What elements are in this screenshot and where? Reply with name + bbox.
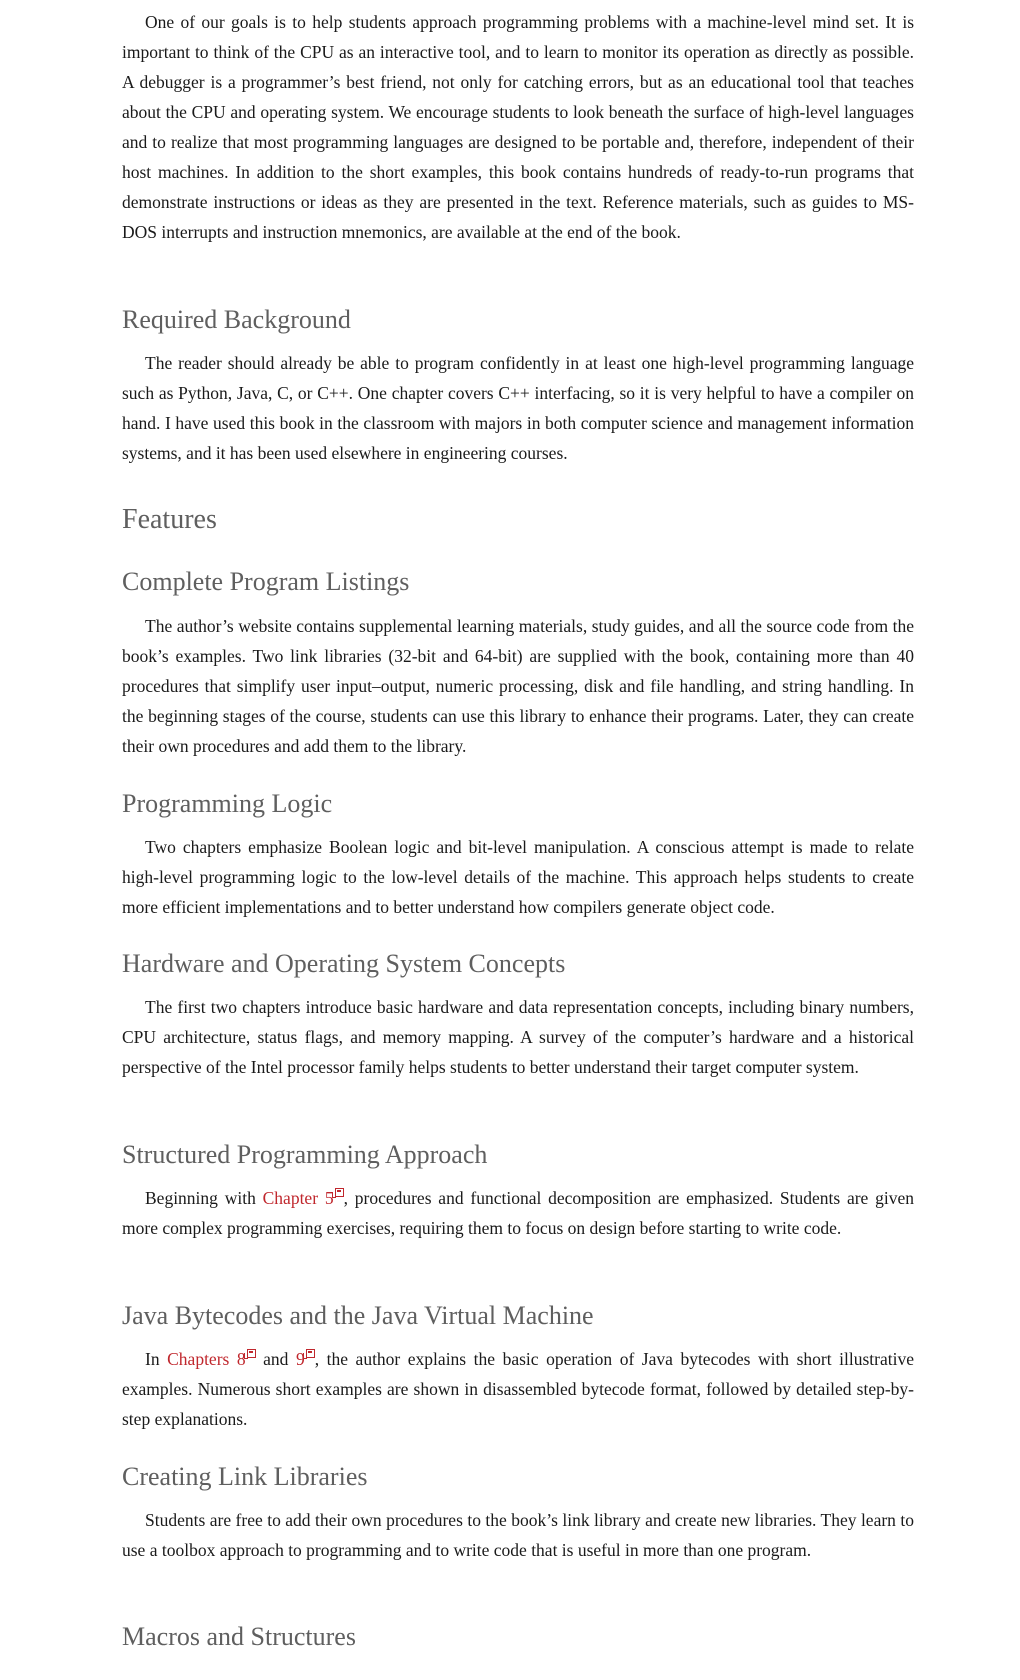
required-background-body <box>122 348 914 468</box>
features-section <box>122 502 914 538</box>
features-heading: Features <box>122 504 217 535</box>
link-label[interactable]: Chapter 5 <box>262 1188 334 1208</box>
paragraph-text: Beginning with <box>145 1188 263 1208</box>
macros-section <box>122 1620 914 1654</box>
paragraph-text: In <box>145 1349 168 1369</box>
chapter-9-link[interactable] <box>296 1349 315 1369</box>
link-libraries-body <box>122 1505 914 1565</box>
programming-logic-body <box>122 832 914 922</box>
java-bytecodes-body <box>122 1344 914 1434</box>
chapter-8-link[interactable] <box>167 1349 256 1369</box>
link-label[interactable]: Chapters 8 <box>167 1349 246 1369</box>
link-libraries-section <box>122 1460 914 1494</box>
required-background-section <box>122 303 914 337</box>
required-background-paragraph: The reader should already be able to program confidently in at least one high-level programming language such as Python, Java, C, or C++. One chapter covers C++ interfacing, so it is very helpful to have a compiler on hand. I have used this book in the classroom with majors in both computer science and management information systems, and it has been used elsewhere in engineering courses. <box>122 353 914 463</box>
section-heading: Creating Link Libraries <box>122 1462 368 1491</box>
section-heading: Required Background <box>122 305 351 334</box>
section-heading: Programming Logic <box>122 789 333 818</box>
hardware-os-paragraph: The first two chapters introduce basic hardware and data representation concepts, including binary numbers, CPU architecture, status flags, and memory mapping. A survey of the computer’s hardware and a historical perspective of the Intel processor family helps students to better understand their target computer system. <box>122 997 914 1077</box>
section-heading: Macros and Structures <box>122 1622 356 1651</box>
complete-program-listings-body <box>122 611 914 761</box>
hardware-os-body <box>122 992 914 1082</box>
external-link-icon <box>335 1188 344 1197</box>
complete-program-listings-paragraph: The author’s website contains supplemental learning materials, study guides, and all the source code from the book’s examples. Two link libraries (32-bit and 64-bit) are supplied with the book, containing more than 40 procedures that simplify user input–output, numeric processing, disk and file handling, and string handling. In the beginning stages of the course, students can use this library to enhance their programs. Later, they can create their own procedures and add them to the library. <box>122 616 914 756</box>
section-heading: Complete Program Listings <box>122 567 410 596</box>
chapter-5-link[interactable] <box>263 1188 344 1208</box>
intro-section <box>122 7 914 247</box>
structured-programming-paragraph <box>122 1183 914 1243</box>
link-label[interactable]: 9 <box>295 1349 305 1369</box>
structured-programming-section <box>122 1138 914 1172</box>
external-link-icon <box>306 1349 315 1358</box>
paragraph-text: , the author explains the basic operation of Java bytecodes with short illustrative examples. Numerous short examples are shown in disassembled bytecode format, followed by detailed step-by-step explanations. <box>122 1349 914 1429</box>
hardware-os-section <box>122 947 914 981</box>
structured-programming-body <box>122 1183 914 1243</box>
programming-logic-section <box>122 787 914 821</box>
paragraph-text: , procedures and functional decomposition are emphasized. Students are given more complex programming exercises, requiring them to focus on design before starting to write code. <box>122 1188 914 1238</box>
intro-paragraph: One of our goals is to help students approach programming problems with a machine-level mind set. It is important to think of the CPU as an interactive tool, and to learn to monitor its operation as directly as possible. A debugger is a programmer’s best friend, not only for catching errors, but as an educational tool that teaches about the CPU and operating system. We encourage students to look beneath the surface of high-level languages and to realize that most programming languages are designed to be portable and, therefore, independent of their host machines. In addition to the short examples, this book contains hundreds of ready-to-run programs that demonstrate instructions or ideas as they are presented in the text. Reference materials, such as guides to MS-DOS interrupts and instruction mnemonics, are available at the end of the book. <box>122 12 914 242</box>
section-heading: Structured Programming Approach <box>122 1140 488 1169</box>
complete-program-listings-section <box>122 565 914 599</box>
section-heading: Java Bytecodes and the Java Virtual Machine <box>122 1301 594 1330</box>
link-libraries-paragraph: Students are free to add their own procedures to the book’s link library and create new libraries. They learn to use a toolbox approach to programming and to write code that is useful in more than one program. <box>122 1510 914 1560</box>
external-link-icon <box>247 1349 256 1358</box>
section-heading: Hardware and Operating System Concepts <box>122 949 566 978</box>
paragraph-text: and <box>255 1349 296 1369</box>
java-bytecodes-paragraph <box>122 1344 914 1434</box>
programming-logic-paragraph: Two chapters emphasize Boolean logic and bit-level manipulation. A conscious attempt is made to relate high-level programming logic to the low-level details of the machine. This approach helps students to create more efficient implementations and to better understand how compilers generate object code. <box>122 837 914 917</box>
java-bytecodes-section <box>122 1299 914 1333</box>
